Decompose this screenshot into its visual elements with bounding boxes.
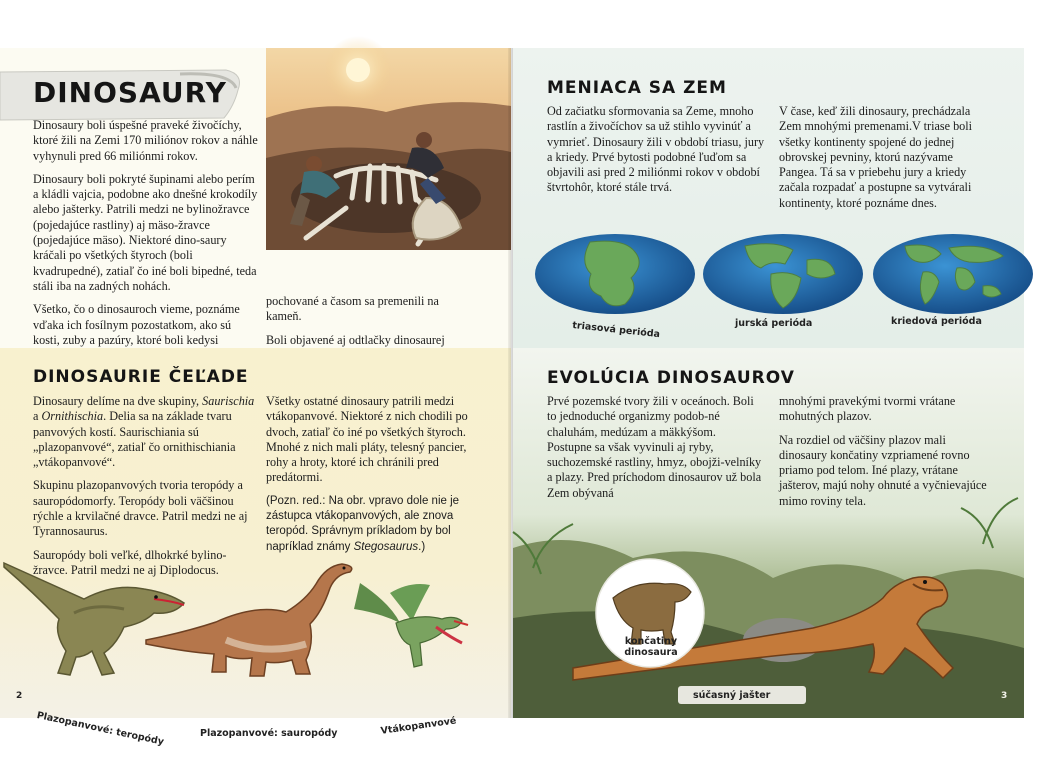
left-page (0, 48, 511, 748)
label-jurassic: jurská perióda (735, 318, 813, 329)
sauropod-illustration (146, 560, 366, 680)
dinosaury-paragraph-2: Dinosaury boli pokryté šupinami alebo perím a kládli vajcia, podobne ako dnešné krokodíly alebo jašterky. Patrili medzi ne bylinožravce (pojedajúce rastliny) aj mäso-žravce (pojedajúce mäso). Niektoré dino-saury kráčali po všetkých štyroch (boli kvadrupedné), zatiaľ čo iné boli bipedné, teda stáli iba na zadných nohách. (33, 171, 258, 293)
evolucia-paragraph-2: mnohými pravekými tvormi vrátane mohutných plazov. (779, 394, 956, 424)
celade-paragraph-1-part-c: a (33, 409, 42, 424)
evolucia-section (513, 348, 1024, 718)
celade-paragraph-1-part-e: . Delia sa na základe tvaru panvových kostí. Saurischiania sú „plazopanvové“, zatiaľ čo ornithischiania „vtákopanvové“. (33, 409, 236, 470)
fossil-excavation-illustration (266, 48, 511, 250)
celade-paragraph-5 (266, 494, 476, 555)
celade-paragraph-2: Skupinu plazopanvových tvoria teropódy a sauropódomorfy. Teropódy boli väčšinou rýchle a krvilačné dravce. Patril medzi ne aj Tyrannosaurus. (33, 478, 248, 539)
celade-heading: DINOSAURIE ČEĽADE (33, 367, 249, 387)
meniaca-paragraph-2: V čase, keď žili dinosaury, prechádzala Zem mnohými premenami.V triase boli všetky kontinenty spojené do jednej obrovskej pevniny, ktorú nazývame Pangea. Tá sa v priebehu jury a kriedy začala rozpadať a postupne sa vytvárali kontinenty, ktoré poznáme dnes. (779, 104, 973, 210)
feathered-dinosaur-illustration (350, 573, 480, 673)
meniaca-sa-zem-section (513, 48, 1024, 348)
term-stegosaurus: Stegosaurus (353, 540, 419, 553)
dinosaurie-celade-section (0, 348, 511, 748)
dinosaury-paragraph-3: Všetko, čo o dinosauroch vieme, poznáme vďaka ich fosílnym pozostatkom, ako sú kosti, zuby a pazúry, ktoré boli kedysi (33, 302, 240, 347)
dinosaury-text-column-1 (33, 118, 259, 356)
map-triassic (535, 234, 695, 314)
meniaca-heading: MENIACA SA ZEM (547, 78, 727, 98)
map-jurassic (703, 234, 863, 314)
dinosaury-paragraph-5: Boli objavené aj odtlačky dinosaurej (266, 332, 445, 347)
label-sauropods: Plazopanvové: sauropódy (200, 728, 338, 739)
term-ornithischia: Ornithischia (41, 409, 104, 424)
meniaca-paragraph-1: Od začiatku sformovania sa Zeme, mnoho rastlín a živočíchov sa už stihlo vyvinúť a vymrieť. Dinosaury žili v období triasu, jury a kriedy. Prvé bytosti podobné ľuďom sa objavili asi pred 2 miliónmi rokov v období štvrtohôr, ktoré stále trvá. (547, 104, 765, 195)
evolucia-paragraph-3: Na rozdiel od väčšiny plazov mali dinosaury končatiny vzpriamené rovno priamo pod telom. Iné plazy, vrátane jašterov, majú nohy ohnuté a vyčnievajúce mimo roviny tela. (779, 432, 987, 508)
dinosaury-heading: DINOSAURY (33, 76, 227, 109)
celade-note-part-a: (Pozn. red.: Na obr. vpravo dole nie je zástupca vtákopanvových, ale znova teropód. Správnym príkladom by bol napríklad známy (266, 494, 460, 553)
meniaca-text-column-2 (779, 104, 989, 219)
dinosaury-paragraph-4: pochované a časom sa premenili na kameň. (266, 294, 439, 324)
evolucia-text-column-1 (547, 394, 762, 509)
celade-paragraph-4: Všetky ostatné dinosaury patrili medzi vtákopanvové. Niektoré z nich chodili po dvoch, zatiaľ čo iné po všetkých štyroch. Mnohé z nich mali pláty, telesný pancier, rohy a hroty, ktoré ich chránili pred predátormi. (266, 394, 468, 485)
page-number-right: 3 (1001, 691, 1008, 701)
celade-note-part-c: .) (418, 540, 426, 553)
evolucia-heading: EVOLÚCIA DINOSAUROV (547, 368, 795, 388)
celade-paragraph-1-part-a: Dinosaury delíme na dve skupiny, (33, 394, 203, 408)
celade-paragraph-3: Sauropódy boli veľké, dlhokrké bylino-žravce. Patril medzi ne aj Diplodocus. (33, 547, 227, 577)
term-saurischia: Saurischia (202, 394, 255, 408)
meniaca-text-column-1 (547, 104, 765, 204)
map-cretaceous (873, 234, 1033, 314)
evolucia-text-column-2 (779, 394, 989, 517)
page-number-left: 2 (16, 691, 23, 701)
dinosaury-paragraph-1: Dinosaury boli úspešné praveké živočíchy, ktoré žili na Zemi 170 miliónov rokov a náhle vyhynuli pred 66 miliónmi rokov. (33, 118, 258, 163)
evolucia-paragraph-1: Prvé pozemské tvory žili v oceánoch. Boli to jednoduché organizmy podob-né chaluhám, medúzam a mäkkýšom. Postupne sa však vyvinuli aj ryby, suchozemské rastliny, hmyz, obojži-velníky a plazy. Pred príchodom dinosaurov už bola Zem obývaná (547, 394, 762, 500)
label-dinosaur-limbs: končatiny dinosaura (624, 636, 678, 658)
label-modern-lizard: súčasný jašter (693, 690, 771, 701)
label-theropods: Plazopanvové: teropódy (35, 710, 165, 748)
label-vtakopanvove: Vtákopanvové (380, 715, 458, 737)
label-triassic: triasová perióda (571, 320, 661, 341)
label-cretaceous: kriedová perióda (891, 316, 982, 327)
celade-paragraph-1 (33, 394, 259, 470)
celade-text-column-2 (266, 394, 476, 563)
right-page (513, 48, 1024, 718)
book-spread (0, 48, 1024, 748)
dinosaury-section (0, 48, 511, 348)
